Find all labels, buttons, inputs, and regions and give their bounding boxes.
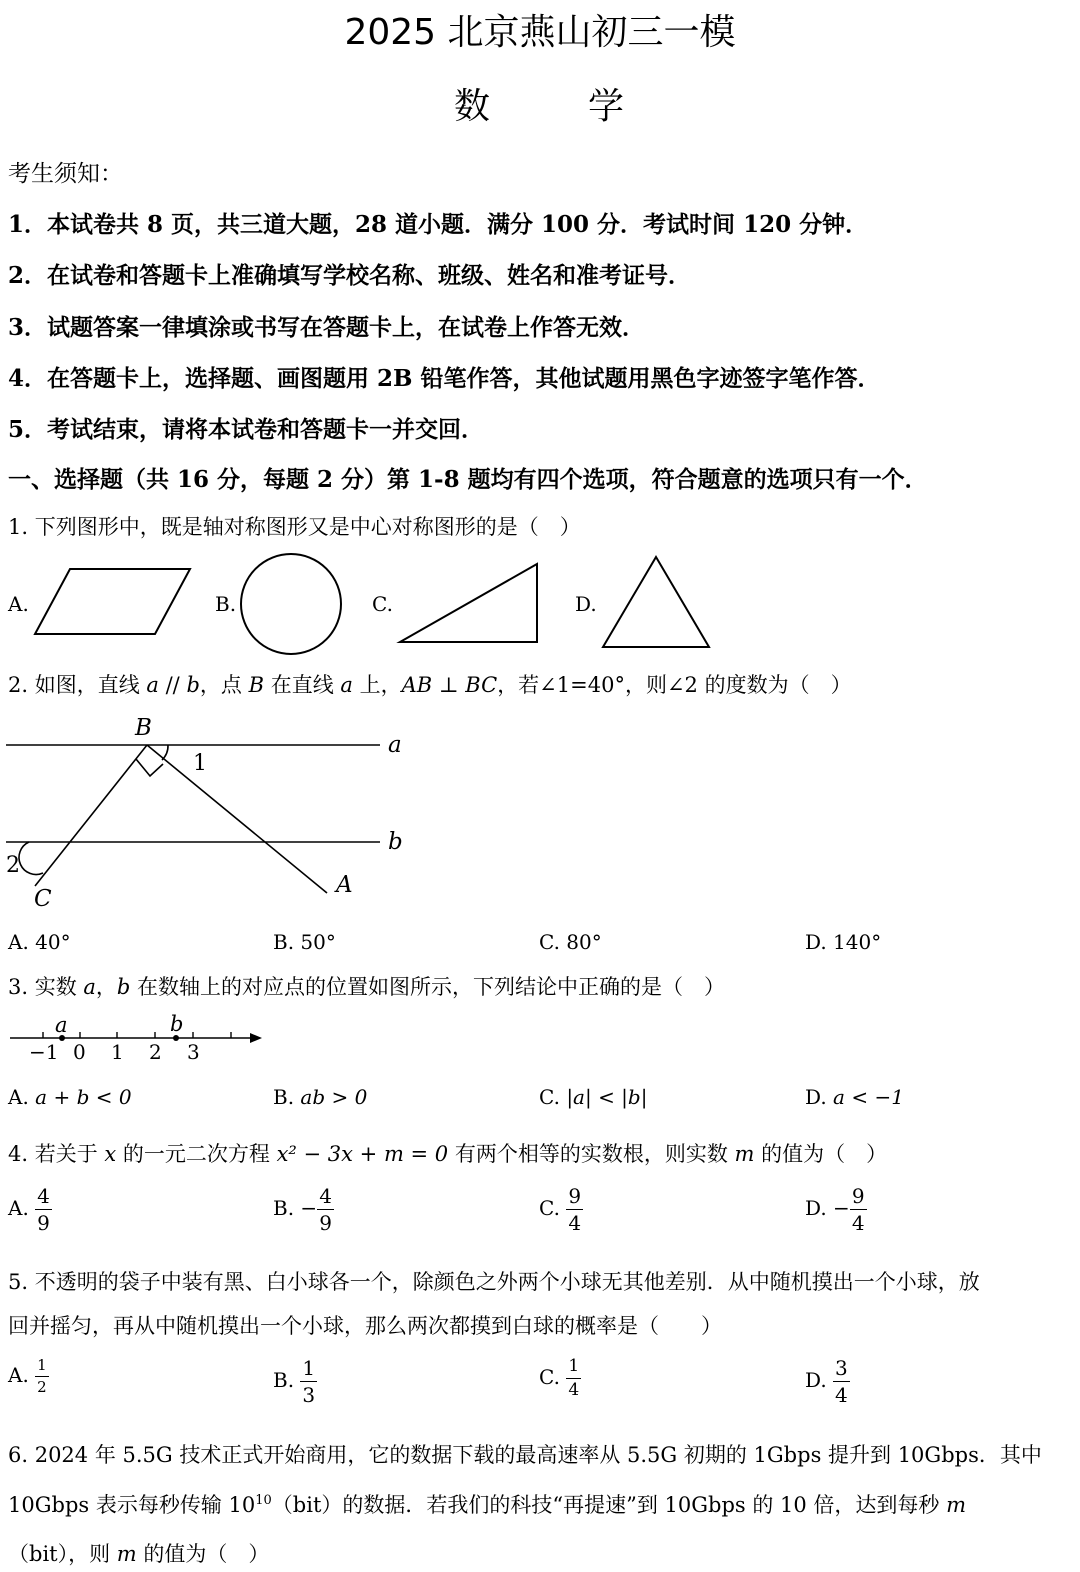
axis-arrow bbox=[250, 1033, 262, 1043]
q1-right-triangle-figure bbox=[395, 560, 543, 646]
q6-stem-line-1: 6. 2024 年 5.5G 技术正式开始商用，它的数据下载的最高速率从 5.5G 初期的 1Gbps 提升到 10Gbps．其中 bbox=[8, 1443, 1042, 1467]
q5-option-d: D. $\frac{3}{4}$ bbox=[805, 1356, 848, 1407]
right-angle-mark bbox=[136, 759, 163, 776]
q1-option-b: B. bbox=[215, 592, 237, 616]
q2-figure bbox=[0, 708, 420, 918]
q3-option-b: B. ab > 0 bbox=[273, 1085, 368, 1109]
q4-option-d: D. − $\frac{9}{4}$ bbox=[805, 1184, 865, 1235]
segment-bc bbox=[35, 745, 147, 886]
q4-option-a: A. $\frac{4}{9}$ bbox=[8, 1184, 50, 1235]
label-point-a: a bbox=[55, 1013, 68, 1037]
q2-option-c: C. 80° bbox=[539, 930, 602, 954]
notice-item-1: 1．本试卷共 8 页，共三道大题，28 道小题．满分 100 分．考试时间 120 分钟． bbox=[8, 211, 869, 238]
subject-char-2: 学 bbox=[588, 86, 627, 127]
q1-option-c: C. bbox=[372, 592, 393, 616]
q4-option-b: B. − $\frac{4}{9}$ bbox=[273, 1184, 332, 1235]
notice-item-4: 4．在答题卡上，选择题、画图题用 2B 铅笔作答，其他试题用黑色字迹签字笔作答． bbox=[8, 365, 881, 392]
label-A: A bbox=[336, 872, 353, 898]
notice-item-2: 2．在试卷和答题卡上准确填写学校名称、班级、姓名和准考证号． bbox=[8, 262, 692, 289]
segment-ba bbox=[147, 745, 327, 893]
tick-label: −1 bbox=[29, 1040, 59, 1064]
q1-parallelogram-figure bbox=[30, 566, 195, 638]
q1-stem: 1. 下列图形中，既是轴对称图形又是中心对称图形的是（ ） bbox=[8, 515, 581, 539]
label-angle-1: 1 bbox=[193, 751, 207, 776]
notice-heading: 考生须知： bbox=[8, 161, 123, 187]
q5-stem-line-2: 回并摇匀，再从中随机摸出一个小球，那么两次都摸到白球的概率是（ ） bbox=[8, 1314, 722, 1338]
exam-title: 2025 北京燕山初三一模 bbox=[344, 12, 736, 53]
q6-stem-line-3: （bit），则 m 的值为（ ） bbox=[8, 1542, 270, 1566]
q2-option-a: A. 40° bbox=[8, 930, 71, 954]
q4-option-c: C. $\frac{9}{4}$ bbox=[539, 1184, 582, 1235]
label-angle-2: 2 bbox=[6, 853, 20, 878]
label-a: a bbox=[388, 732, 402, 758]
label-point-b: b bbox=[170, 1012, 184, 1036]
q1-option-d: D. bbox=[575, 592, 597, 616]
subject-char-1: 数 bbox=[453, 86, 492, 127]
subject-title bbox=[0, 78, 1080, 129]
tick-label: 1 bbox=[111, 1040, 124, 1064]
tick-label: 0 bbox=[73, 1040, 86, 1064]
q3-option-d: D. a < −1 bbox=[805, 1085, 904, 1109]
tick-label: 2 bbox=[149, 1040, 162, 1064]
q5-option-c: C. $\frac{1}{4}$ bbox=[539, 1356, 580, 1400]
q3-stem: 3. 实数 a，b 在数轴上的对应点的位置如图所示，下列结论中正确的是（ ） bbox=[8, 975, 726, 999]
q3-option-a: A. a + b < 0 bbox=[8, 1085, 132, 1109]
q1-equilateral-triangle-figure bbox=[598, 554, 714, 650]
notice-item-3: 3．试题答案一律填涂或书写在答题卡上，在试卷上作答无效． bbox=[8, 314, 646, 341]
q5-option-b: B. $\frac{1}{3}$ bbox=[273, 1356, 316, 1407]
q4-stem: 4. 若关于 x 的一元二次方程 x² − 3x + m = 0 有两个相等的实数根，则实数 m 的值为（ ） bbox=[8, 1142, 888, 1166]
angle-2-arc bbox=[19, 842, 43, 875]
q2-stem: 2. 如图，直线 a // b，点 B 在直线 a 上，AB ⊥ BC，若∠1=40°，则∠2 的度数为（ ） bbox=[8, 673, 852, 697]
circle-shape bbox=[241, 554, 341, 654]
q2-option-d: D. 140° bbox=[805, 930, 882, 954]
q3-option-c: C. |a| < |b| bbox=[539, 1085, 648, 1109]
label-b: b bbox=[388, 829, 403, 855]
tick-label: 3 bbox=[187, 1040, 200, 1064]
notice-item-5: 5．考试结束，请将本试卷和答题卡一并交回． bbox=[8, 416, 485, 443]
q5-stem-line-1: 5. 不透明的袋子中装有黑、白小球各一个，除颜色之外两个小球无其他差别．从中随机摸出一个小球，放 bbox=[8, 1270, 980, 1294]
label-B: B bbox=[135, 715, 152, 741]
q5-option-a: A. $\frac{1}{2}$ bbox=[8, 1356, 47, 1396]
right-triangle-shape bbox=[400, 564, 537, 642]
q1-option-a: A. bbox=[8, 592, 29, 616]
q3-numberline bbox=[0, 1010, 270, 1066]
q6-stem-line-2: 10Gbps 表示每秒传输 $10^{10}(bit)$的数据．若我们的科技“再提速”到 10Gbps 的 10 倍，达到每秒 m bbox=[8, 1493, 967, 1517]
q1-circle-figure bbox=[238, 552, 346, 656]
label-C: C bbox=[34, 886, 52, 912]
q2-option-b: B. 50° bbox=[273, 930, 336, 954]
parallelogram-shape bbox=[35, 569, 190, 634]
equilateral-triangle-shape bbox=[603, 557, 709, 647]
section-1-title: 一、选择题（共 16 分，每题 2 分）第 1-8 题均有四个选项，符合题意的选项只有一个． bbox=[8, 466, 928, 493]
